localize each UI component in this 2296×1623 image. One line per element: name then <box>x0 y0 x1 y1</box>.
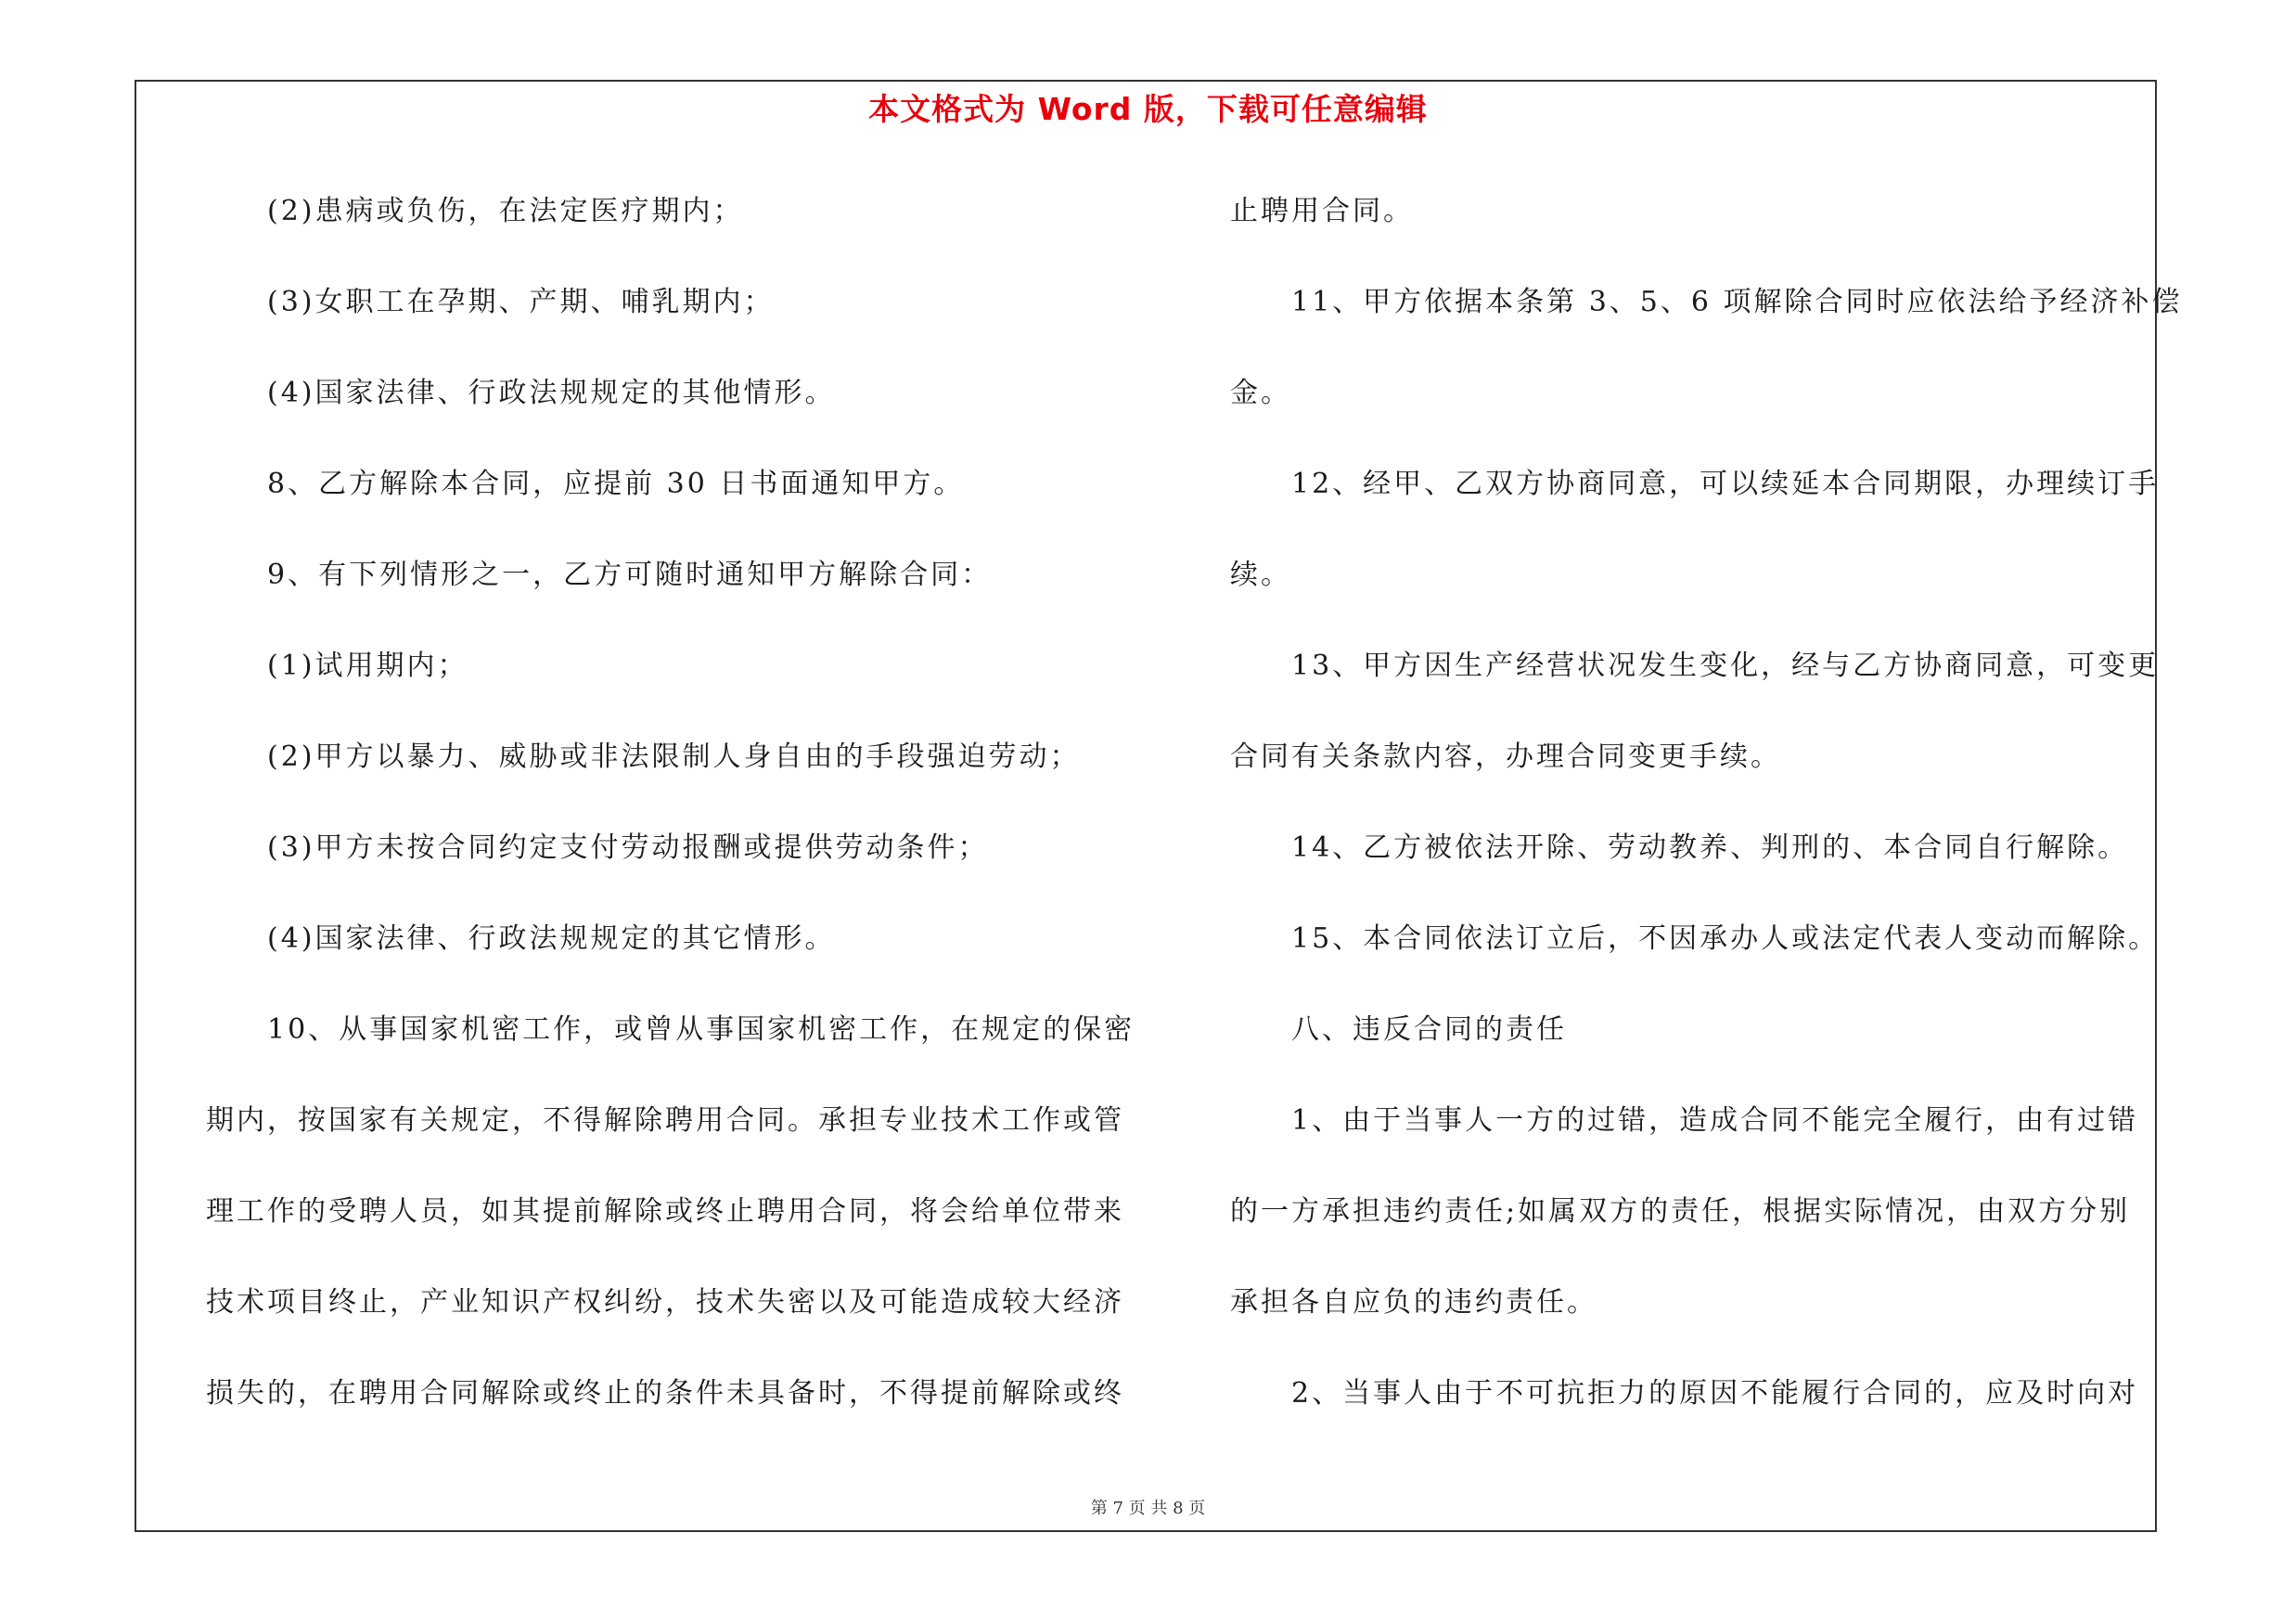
text-line: 10、从事国家机密工作，或曾从事国家机密工作，在规定的保密 <box>267 1013 1135 1046</box>
text-line: (3)甲方未按合同约定支付劳动报酬或提供劳动条件； <box>267 831 989 864</box>
text-line: 合同有关条款内容，办理合同变更手续。 <box>1230 741 1781 773</box>
text-line: 止聘用合同。 <box>1230 195 1414 227</box>
text-line: (1)试用期内； <box>267 650 468 682</box>
text-line: 技术项目终止，产业知识产权纠纷，技术失密以及可能造成较大经济 <box>206 1286 1124 1319</box>
page-number: 第 7 页 共 8 页 <box>1090 1499 1206 1518</box>
text-line: 1、由于当事人一方的过错，造成合同不能完全履行，由有过错 <box>1291 1104 2139 1137</box>
text-line: (4)国家法律、行政法规规定的其他情形。 <box>267 377 836 409</box>
text-line: 12、经甲、乙双方协商同意，可以续延本合同期限，办理续订手 <box>1291 468 2160 500</box>
text-line: (2)甲方以暴力、威胁或非法限制人身自由的手段强迫劳动； <box>267 741 1081 773</box>
text-line: 14、乙方被依法开除、劳动教养、判刑的、本合同自行解除。 <box>1291 831 2129 864</box>
text-line: 续。 <box>1230 559 1291 591</box>
section-heading: 八、违反合同的责任 <box>1291 1013 1567 1046</box>
text-line: 金。 <box>1230 377 1291 409</box>
word-format-banner: 本文格式为 Word 版，下载可任意编辑 <box>868 91 1428 127</box>
text-line: 13、甲方因生产经营状况发生变化，经与乙方协商同意，可变更 <box>1291 650 2160 682</box>
text-line: 11、甲方依据本条第 3、5、6 项解除合同时应依法给予经济补偿 <box>1291 286 2183 318</box>
text-line: 损失的，在聘用合同解除或终止的条件未具备时，不得提前解除或终 <box>206 1377 1124 1410</box>
text-line: 期内，按国家有关规定，不得解除聘用合同。承担专业技术工作或管 <box>206 1104 1124 1137</box>
text-line: 15、本合同依法订立后，不因承办人或法定代表人变动而解除。 <box>1291 922 2160 955</box>
text-line: 9、有下列情形之一，乙方可随时通知甲方解除合同： <box>267 559 993 591</box>
text-line: (3)女职工在孕期、产期、哺乳期内； <box>267 286 775 318</box>
text-line: 2、当事人由于不可抗拒力的原因不能履行合同的，应及时向对 <box>1291 1377 2139 1410</box>
text-line: (4)国家法律、行政法规规定的其它情形。 <box>267 922 836 955</box>
text-line: 理工作的受聘人员，如其提前解除或终止聘用合同，将会给单位带来 <box>206 1195 1124 1228</box>
text-line: 8、乙方解除本合同，应提前 30 日书面通知甲方。 <box>267 468 965 500</box>
text-line: 承担各自应负的违约责任。 <box>1230 1286 1597 1319</box>
text-line: 的一方承担违约责任;如属双方的责任，根据实际情况，由双方分别 <box>1230 1195 2131 1228</box>
text-line: (2)患病或负伤，在法定医疗期内； <box>267 195 744 227</box>
